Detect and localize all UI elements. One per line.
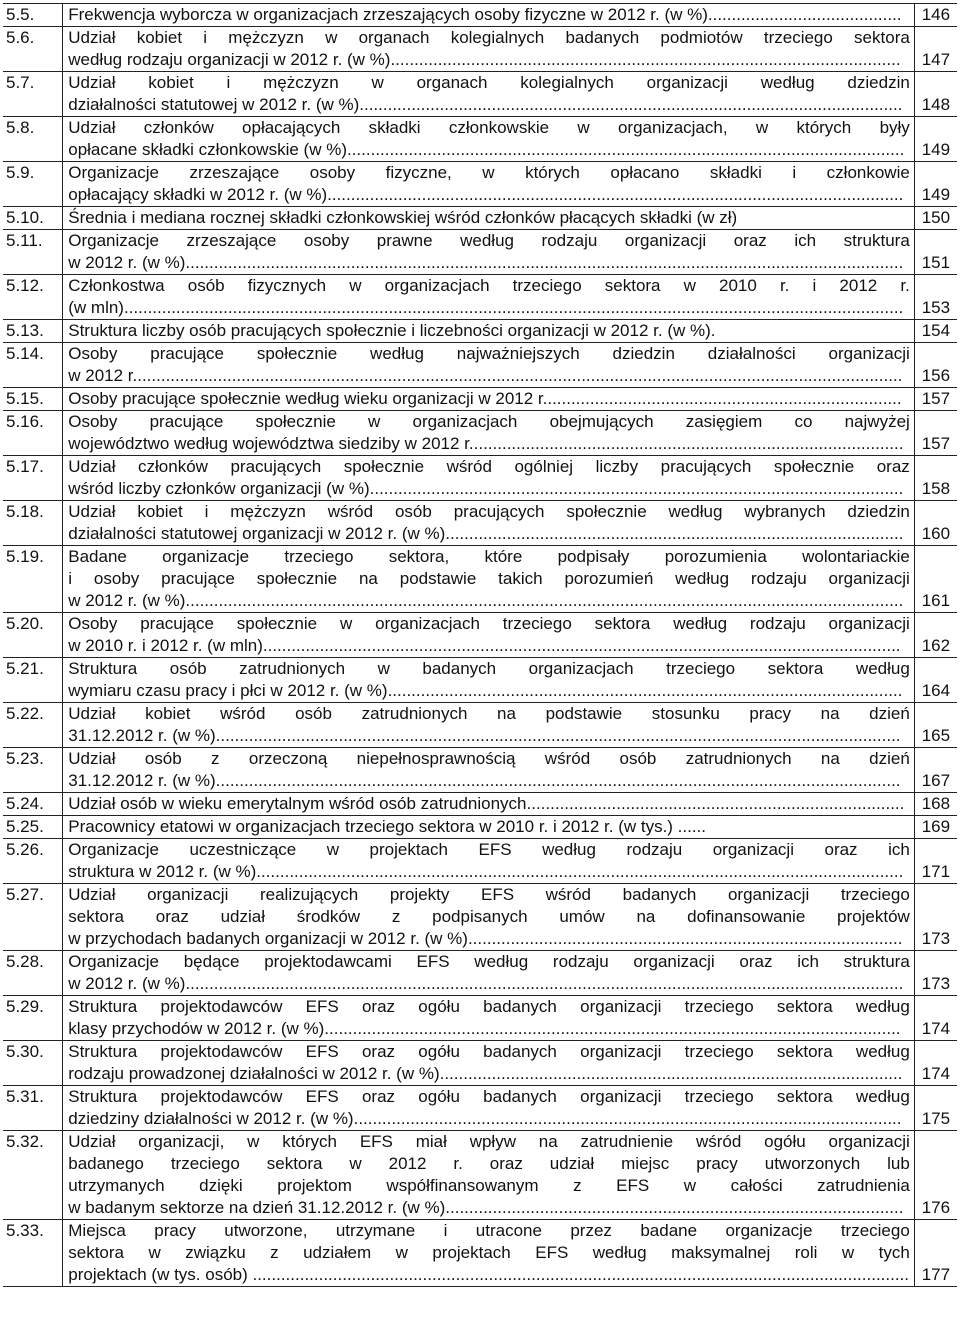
entry-title[interactable] <box>63 1086 915 1131</box>
entry-title-line: Struktura projektodawców EFS oraz ogółu badanych organizacji trzeciego sektora według <box>68 997 910 1016</box>
entry-number: 5.30. <box>3 1041 63 1086</box>
entry-title-line: w 2012 r. (w %)........................................................................................................................................................ <box>68 253 904 272</box>
entry-title-line: Udział członków opłacających składki członkowskie w organizacjach, w których były <box>68 118 910 137</box>
entry-title-line: 31.12.2012 r. (w %)................................................................................................................................................. <box>68 726 901 745</box>
toc-entry-row <box>3 117 957 162</box>
entry-number: 5.24. <box>3 793 63 816</box>
entry-title[interactable] <box>63 1220 915 1287</box>
entry-title[interactable] <box>63 1131 915 1220</box>
entry-number: 5.29. <box>3 996 63 1041</box>
entry-title-line: Udział osób w wieku emerytalnym wśród osób zatrudnionych................................................................................ <box>68 794 905 813</box>
entry-title-line: Udział kobiet i mężczyzn wśród osób pracujących społecznie według wybranych dziedzin <box>68 502 910 521</box>
entry-number: 5.27. <box>3 884 63 951</box>
toc-entry-row <box>3 996 957 1041</box>
entry-title-line: Osoby pracujące społecznie w organizacjach trzeciego sektora według rodzaju organizacji <box>68 614 910 633</box>
toc-entry-row <box>3 816 957 839</box>
entry-title-line: województwo według województwa siedziby w 2012 r............................................................................................ <box>68 434 904 453</box>
toc-entry-row <box>3 1131 957 1220</box>
entry-title-line: Udział kobiet i mężczyzn w organach kolegialnych badanych podmiotów trzeciego sektora <box>68 28 910 47</box>
entry-page-number: 164 <box>914 658 957 703</box>
entry-title-line: Udział kobiet i mężczyzn w organach kolegialnych organizacji według dziedzin <box>68 73 910 92</box>
entry-title-line: w badanym sektorze na dzień 31.12.2012 r. (w %)................................................................................................. <box>68 1198 904 1217</box>
entry-number: 5.11. <box>3 230 63 275</box>
entry-title[interactable] <box>63 996 915 1041</box>
entry-title-line: projektach (w tys. osób) ........................................................................................................................................... <box>68 1265 910 1284</box>
entry-number: 5.31. <box>3 1086 63 1131</box>
entry-title[interactable] <box>63 207 915 230</box>
entry-title-line: w 2012 r................................................................................................................................................................... <box>68 366 903 385</box>
toc-entry-row <box>3 343 957 388</box>
entry-title-line: Udział kobiet wśród osób zatrudnionych na podstawie stosunku pracy na dzień <box>68 704 910 723</box>
entry-number: 5.12. <box>3 275 63 320</box>
entry-title-line: Miejsca pracy utworzone, utrzymane i utracone przez badane organizacje trzeciego <box>68 1221 910 1240</box>
entry-title-line: Osoby pracujące społecznie w organizacjach obejmujących zasięgiem co najwyżej <box>68 412 910 431</box>
entry-number: 5.16. <box>3 411 63 456</box>
toc-entry-row <box>3 1041 957 1086</box>
entry-title[interactable] <box>63 951 915 996</box>
entry-title[interactable] <box>63 4 915 27</box>
entry-number: 5.20. <box>3 613 63 658</box>
entry-page-number: 148 <box>914 72 957 117</box>
toc-entry-row <box>3 388 957 411</box>
entry-page-number: 149 <box>914 117 957 162</box>
entry-title-line: Udział osób z orzeczoną niepełnosprawnością wśród osób zatrudnionych na dzień <box>68 749 910 768</box>
entry-title-line: w 2012 r. (w %)........................................................................................................................................................ <box>68 974 904 993</box>
entry-title-line: w przychodach badanych organizacji w 2012 r. (w %)............................................................................................ <box>68 929 903 948</box>
entry-page-number: 173 <box>914 884 957 951</box>
entry-title-line: struktura w 2012 r. (w %)......................................................................................................................................... <box>68 862 904 881</box>
entry-title-line: Struktura liczby osób pracujących społecznie i liczebności organizacji w 2012 r. (w %). <box>68 321 716 340</box>
entry-title-line: wśród liczby członków organizacji (w %)................................................................................................................. <box>68 479 904 498</box>
entry-title-line: Organizacje uczestniczące w projektach EFS według rodzaju organizacji oraz ich <box>68 840 910 859</box>
entry-page-number: 157 <box>914 411 957 456</box>
entry-page-number: 168 <box>914 793 957 816</box>
toc-entry-row <box>3 839 957 884</box>
entry-title[interactable] <box>63 793 915 816</box>
entry-title-line: Udział członków pracujących społecznie wśród ogólniej liczby pracujących społecznie oraz <box>68 457 910 476</box>
entry-title[interactable] <box>63 343 915 388</box>
entry-page-number: 157 <box>914 388 957 411</box>
entry-title-line: sektora oraz udział środków z podpisanych umów na dofinansowanie projektów <box>68 907 910 926</box>
entry-page-number: 169 <box>914 816 957 839</box>
entry-page-number: 153 <box>914 275 957 320</box>
entry-title-line: Średnia i mediana rocznej składki członkowskiej wśród członków płacących składki (w zł) <box>68 208 738 227</box>
toc-entry-row <box>3 320 957 343</box>
entry-number: 5.19. <box>3 546 63 613</box>
entry-page-number: 146 <box>914 4 957 27</box>
toc-entry-row <box>3 162 957 207</box>
entry-title-line: sektora w związku z udziałem w projektach EFS według maksymalnej roli w tych <box>68 1243 910 1262</box>
toc-entry-row <box>3 456 957 501</box>
entry-title-line: Udział organizacji realizujących projekty EFS wśród badanych organizacji trzeciego <box>68 885 910 904</box>
entry-title-line: utrzymanych dzięki projektom współfinansowanym z EFS w całości zatrudnienia <box>68 1176 910 1195</box>
entry-page-number: 174 <box>914 1041 957 1086</box>
entry-number: 5.28. <box>3 951 63 996</box>
toc-entry-row <box>3 4 957 27</box>
entry-page-number: 171 <box>914 839 957 884</box>
toc-entry-row <box>3 884 957 951</box>
entry-title[interactable] <box>63 388 915 411</box>
entry-page-number: 149 <box>914 162 957 207</box>
entry-title-line: klasy przychodów w 2012 r. (w %).......................................................................................................................... <box>68 1019 901 1038</box>
toc-entry-row <box>3 72 957 117</box>
entry-number: 5.17. <box>3 456 63 501</box>
entry-number: 5.6. <box>3 27 63 72</box>
entry-page-number: 154 <box>914 320 957 343</box>
toc-entry-row <box>3 951 957 996</box>
entry-title-line: (w mln)..................................................................................................................................................................... <box>68 298 904 317</box>
toc-entry-row <box>3 230 957 275</box>
entry-title[interactable] <box>63 72 915 117</box>
entry-title-line: w 2010 r. i 2012 r. (w mln)....................................................................................................................................... <box>68 636 901 655</box>
entry-title[interactable] <box>63 884 915 951</box>
entry-title-line: opłacane składki członkowskie (w %)...................................................................................................................... <box>68 140 905 159</box>
toc-entry-row <box>3 703 957 748</box>
entry-title-line: Organizacje będące projektodawcami EFS według rodzaju organizacji oraz ich struktura <box>68 952 910 971</box>
toc-entry-row <box>3 748 957 793</box>
toc-entry-row <box>3 1220 957 1287</box>
table-of-contents <box>3 3 957 1287</box>
entry-number: 5.33. <box>3 1220 63 1287</box>
entry-title[interactable] <box>63 658 915 703</box>
entry-number: 5.8. <box>3 117 63 162</box>
entry-title[interactable] <box>63 816 915 839</box>
entry-title[interactable] <box>63 703 915 748</box>
entry-title-line: Struktura projektodawców EFS oraz ogółu badanych organizacji trzeciego sektora według <box>68 1042 910 1061</box>
entry-number: 5.25. <box>3 816 63 839</box>
entry-title-line: Organizacje zrzeszające osoby prawne według rodzaju organizacji oraz ich struktura <box>68 231 910 250</box>
entry-title[interactable] <box>63 501 915 546</box>
toc-entry-row <box>3 501 957 546</box>
entry-title-line: Osoby pracujące społecznie według wieku organizacji w 2012 r............................................................................ <box>68 389 902 408</box>
entry-title-line: 31.12.2012 r. (w %)................................................................................................................................................. <box>68 771 901 790</box>
entry-title-line: Pracownicy etatowi w organizacjach trzeciego sektora w 2010 r. i 2012 r. (w tys.) ...... <box>68 817 707 836</box>
entry-title[interactable] <box>63 456 915 501</box>
toc-entry-row <box>3 793 957 816</box>
entry-title-line: Organizacje zrzeszające osoby fizyczne, w których opłacano składki i członkowie <box>68 163 910 182</box>
entry-page-number: 177 <box>914 1220 957 1287</box>
entry-page-number: 161 <box>914 546 957 613</box>
entry-page-number: 176 <box>914 1131 957 1220</box>
entry-title-line: rodzaju prowadzonej działalności w 2012 r. (w %).................................................................................................. <box>68 1064 903 1083</box>
entry-page-number: 173 <box>914 951 957 996</box>
entry-title-line: Udział organizacji, w których EFS miał wpływ na zatrudnienie wśród ogółu organizacji <box>68 1132 910 1151</box>
entry-title[interactable] <box>63 411 915 456</box>
entry-title[interactable] <box>63 613 915 658</box>
entry-title-line: Frekwencja wyborcza w organizacjach zrzeszających osoby fizyczne w 2012 r. (w %)......................................... <box>68 5 902 24</box>
toc-entry-row <box>3 1086 957 1131</box>
entry-page-number: 151 <box>914 230 957 275</box>
entry-number: 5.14. <box>3 343 63 388</box>
entry-title[interactable] <box>63 839 915 884</box>
entry-number: 5.15. <box>3 388 63 411</box>
entry-title[interactable] <box>63 117 915 162</box>
entry-title[interactable] <box>63 748 915 793</box>
entry-title-line: opłacający składki w 2012 r. (w %).......................................................................................................................... <box>68 185 904 204</box>
entry-number: 5.22. <box>3 703 63 748</box>
entry-title-line: działalności statutowej w 2012 r. (w %)................................................................................................................... <box>68 95 903 114</box>
entry-title-line: wymiaru czasu pracy i płci w 2012 r. (w %)............................................................................................................. <box>68 681 903 700</box>
entry-title-line: w 2012 r. (w %)........................................................................................................................................................ <box>68 591 904 610</box>
entry-title-line: działalności statutowej organizacji w 2012 r. (w %)................................................................................................. <box>68 524 904 543</box>
entry-number: 5.23. <box>3 748 63 793</box>
entry-number: 5.10. <box>3 207 63 230</box>
entry-number: 5.18. <box>3 501 63 546</box>
entry-title[interactable] <box>63 230 915 275</box>
entry-number: 5.9. <box>3 162 63 207</box>
entry-number: 5.13. <box>3 320 63 343</box>
entry-title[interactable] <box>63 320 915 343</box>
entry-number: 5.21. <box>3 658 63 703</box>
entry-page-number: 174 <box>914 996 957 1041</box>
entry-title-line: Badane organizacje trzeciego sektora, które podpisały porozumienia wolontariackie <box>68 547 910 566</box>
entry-title-line: według rodzaju organizacji w 2012 r. (w %)............................................................................................................ <box>68 50 901 69</box>
toc-entry-row <box>3 27 957 72</box>
entry-title-line: i osoby pracujące społecznie na podstawie takich porozumień według rodzaju organizacji <box>68 569 910 588</box>
entry-page-number: 147 <box>914 27 957 72</box>
entry-page-number: 167 <box>914 748 957 793</box>
entry-page-number: 158 <box>914 456 957 501</box>
entry-number: 5.7. <box>3 72 63 117</box>
entry-title[interactable] <box>63 1041 915 1086</box>
entry-title[interactable] <box>63 27 915 72</box>
toc-entry-row <box>3 658 957 703</box>
entry-title-line: Osoby pracujące społecznie według najważniejszych dziedzin działalności organizacji <box>68 344 910 363</box>
entry-title-line: dziedziny działalności w 2012 r. (w %).................................................................................................................... <box>68 1109 902 1128</box>
entry-page-number: 165 <box>914 703 957 748</box>
toc-entry-row <box>3 613 957 658</box>
entry-number: 5.32. <box>3 1131 63 1220</box>
entry-page-number: 162 <box>914 613 957 658</box>
toc-entry-row <box>3 275 957 320</box>
entry-title[interactable] <box>63 275 915 320</box>
entry-page-number: 156 <box>914 343 957 388</box>
entry-title-line: Członkostwa osób fizycznych w organizacjach trzeciego sektora w 2010 r. i 2012 r. <box>68 276 910 295</box>
entry-page-number: 175 <box>914 1086 957 1131</box>
entry-title-line: Struktura projektodawców EFS oraz ogółu badanych organizacji trzeciego sektora według <box>68 1087 910 1106</box>
entry-page-number: 160 <box>914 501 957 546</box>
entry-title-line: Struktura osób zatrudnionych w badanych organizacjach trzeciego sektora według <box>68 659 910 678</box>
entry-number: 5.5. <box>3 4 63 27</box>
entry-page-number: 150 <box>914 207 957 230</box>
toc-entry-row <box>3 546 957 613</box>
entry-number: 5.26. <box>3 839 63 884</box>
toc-entry-row <box>3 411 957 456</box>
toc-body <box>3 4 957 1287</box>
entry-title-line: badanego trzeciego sektora w 2012 r. oraz udział miejsc pracy utworzonych lub <box>68 1154 910 1173</box>
entry-title[interactable] <box>63 162 915 207</box>
toc-entry-row <box>3 207 957 230</box>
entry-title[interactable] <box>63 546 915 613</box>
